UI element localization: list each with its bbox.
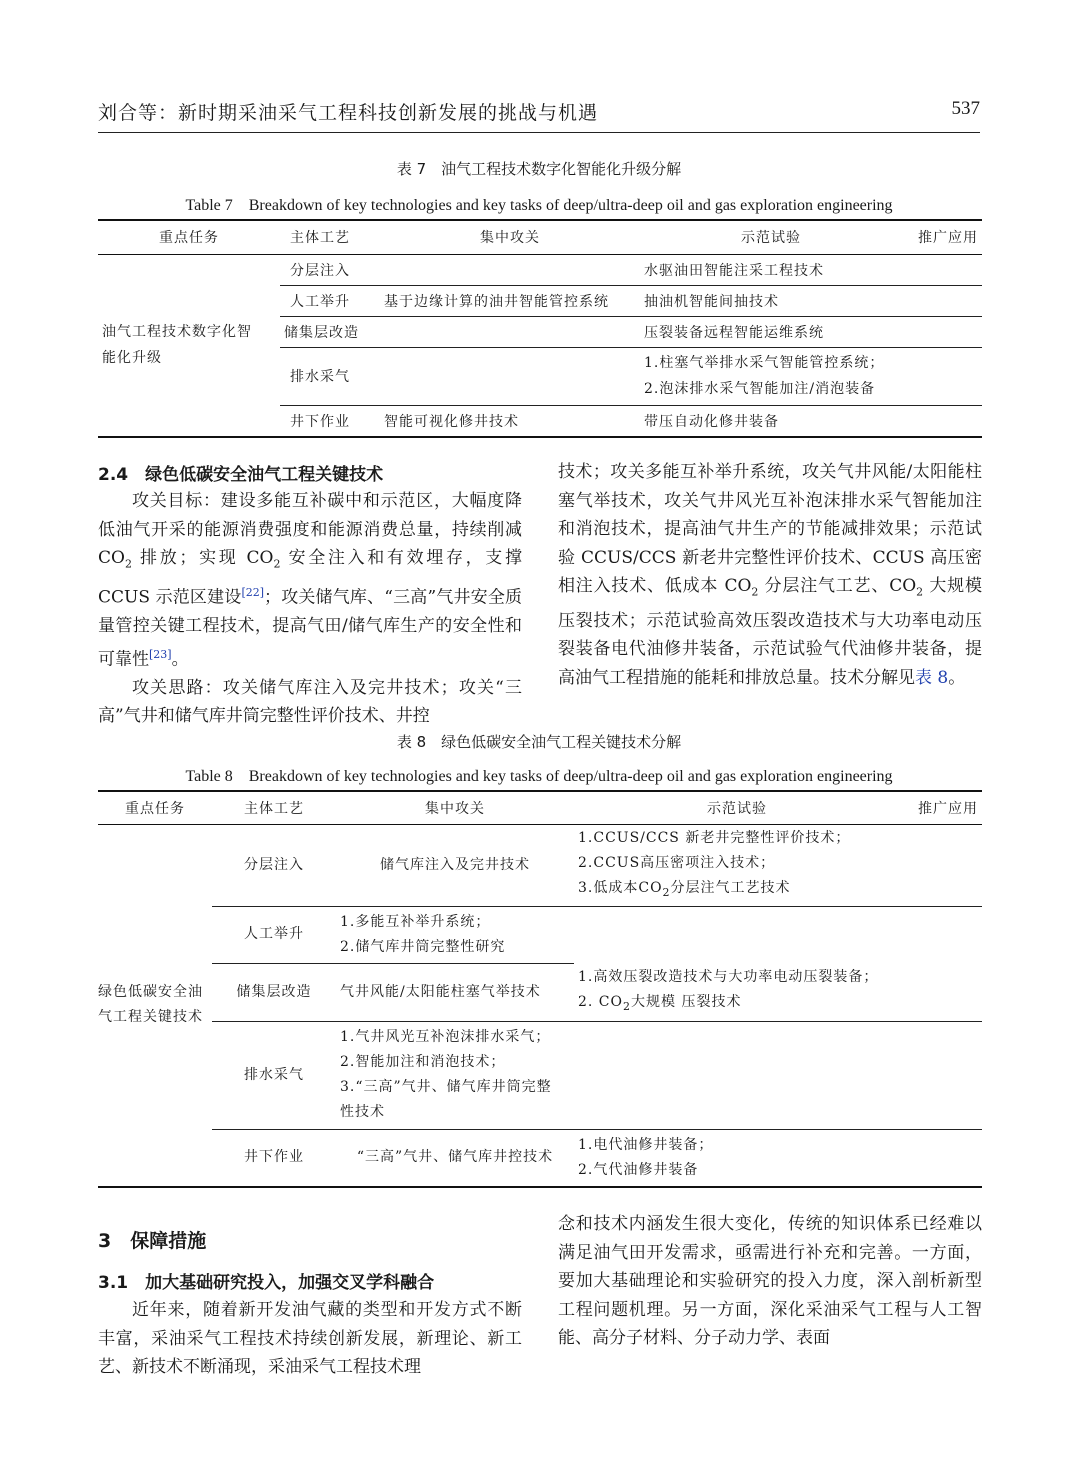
col-header-promotion: 推广应用 — [902, 220, 982, 254]
section-3-1-heading: 3.1 加大基础研究投入，加强交叉学科融合 — [98, 1273, 435, 1293]
table8-task-cell: 绿色低碳安全油气工程关键技术 — [98, 824, 212, 1187]
process-cell: 排水采气 — [280, 347, 380, 405]
demo-line: 2.泡沫排水采气智能加注/消泡装备 — [644, 381, 876, 397]
table8-caption-en: Table 8 Breakdown of key technologies and key tasks of deep/ultra-deep oil and gas exploration engineering — [185, 768, 893, 785]
demo-line: 2.CCUS高压密项注入技术； — [578, 854, 776, 871]
table-row — [98, 254, 982, 285]
table8-caption-cn: 表 8 绿色低碳安全油气工程关键技术分解 — [396, 733, 682, 751]
table-row — [98, 906, 982, 963]
section-3-1-left-column — [98, 1296, 522, 1382]
section-3-heading: 3 保障措施 — [98, 1230, 207, 1252]
col-header-process: 主体工艺 — [280, 220, 380, 254]
col-header-demo: 示范试验 — [640, 220, 902, 254]
focus-cell: 智能可视化修井技术 — [380, 405, 640, 437]
page-number: 537 — [951, 98, 980, 119]
demo-cell: 水驱油田智能注采工程技术 — [640, 254, 902, 285]
table-8-link[interactable]: 表 8 — [915, 667, 949, 688]
table7-caption-en: Table 7 Breakdown of key technologies and key tasks of deep/ultra-deep oil and gas exploration engineering — [185, 197, 893, 214]
table8-header-row — [98, 791, 982, 824]
process-cell: 分层注入 — [212, 824, 336, 906]
process-cell: 井下作业 — [212, 1129, 336, 1187]
focus-cell: 1.气井风光互补泡沫排水采气； 2.智能加注和消泡技术； 3.“三高”气井、储气库井筒完整 性技术 — [336, 1021, 574, 1129]
table7 — [98, 219, 982, 438]
demo-line: 3.低成本$CO_2$分层注气工艺技术 — [578, 879, 791, 899]
demo-line: 1.CCUS/CCS 新老井完整性评价技术； — [578, 829, 851, 846]
process-cell: 人工举升 — [212, 906, 336, 963]
col-header-promotion: 推广应用 — [900, 791, 982, 824]
table-row — [98, 824, 982, 906]
process-cell: 储集层改造 — [280, 316, 380, 347]
table-row — [98, 1129, 982, 1187]
demo-cell: 1.高效压裂改造技术与大功率电动压裂装备； 2. $CO_2$大规模 压裂技术 — [574, 963, 900, 1021]
table7-caption-cn: 表 7 油气工程技术数字化智能化升级分解 — [396, 160, 682, 178]
col-header-task: 重点任务 — [98, 791, 212, 824]
focus-cell: 储气库注入及完井技术 — [336, 824, 574, 906]
paragraph-approach: 攻关思路：攻关储气库注入及完井技术；攻关“三高”气井和储气库井筒完整性评价技术、井控 — [98, 677, 522, 727]
running-header — [98, 96, 980, 133]
demo-cell: 1.电代油修井装备； 2.气代油修井装备 — [574, 1129, 900, 1187]
process-cell: 人工举升 — [280, 285, 380, 316]
table7-task-cell: 油气工程技术数字化智能化升级 — [98, 254, 280, 437]
focus-cell: 1.多能互补举升系统； 2.储气库井筒完整性研究 — [336, 906, 574, 963]
section-2-4-heading: 2.4 绿色低碳安全油气工程关键技术 — [98, 465, 384, 485]
table7-header-row — [98, 220, 982, 254]
table8 — [98, 790, 982, 1188]
demo-cell: 压裂装备远程智能运维系统 — [640, 316, 902, 347]
col-header-demo: 示范试验 — [574, 791, 900, 824]
table-row — [98, 963, 982, 1021]
col-header-task: 重点任务 — [98, 220, 280, 254]
focus-cell: 基于边缘计算的油井智能管控系统 — [380, 285, 640, 316]
focus-cell: “三高”气井、储气库井控技术 — [336, 1129, 574, 1187]
demo-cell — [574, 824, 900, 906]
paragraph-foundation-continued: 念和技术内涵发生很大变化，传统的知识体系已经难以满足油气田开发需求，亟需进行补充和完善。一方面，要加大基础理论和实验研究的投入力度，深入剖析新型工程问题机理。另一方面，深化采油采气工程与人工智能、高分子材料、分子动力学、表面 — [558, 1214, 982, 1348]
process-cell: 井下作业 — [280, 405, 380, 437]
col-header-focus: 集中攻关 — [336, 791, 574, 824]
process-cell: 储集层改造 — [212, 963, 336, 1021]
demo-cell: 带压自动化修井装备 — [640, 405, 902, 437]
section-2-4-right-column — [558, 458, 982, 692]
demo-cell: 抽油机智能间抽技术 — [640, 285, 902, 316]
citation-22[interactable]: [22] — [241, 585, 265, 599]
paragraph-goal: 攻关目标：建设多能互补碳中和示范区，大幅度降低油气开采的能源消费强度和能源消费总量，持续削减 $CO_2$ 排放；实现 $CO_2$ 安全注入和有效埋存，支撑 CCUS 示范区建设[22]；攻关储气库、“三高”气井安全质量管控关键工程技术，提高气田/储气库生产的安全性和可靠性[23]。 — [98, 491, 522, 670]
paragraph-approach-continued: 技术；攻关多能互补举升系统，攻关气井风能/太阳能柱塞气举技术，攻关气井风光互补泡沫排水采气智能加注和消泡技术，提高油气井生产的节能减排效果；示范试验 CCUS/CCS 新老井完整性评价技术、CCUS 高压密相注入技术、低成本 $CO_2$ 分层注气工艺、$CO_2$ 大规模压裂技术；示范试验高效压裂改造技术与大功率电动压裂装备电代油修井装备，示范试验气代油修井装备，提高油气工程措施的能耗和排放总量。技术分解见表 8。 — [558, 462, 982, 688]
running-header-title: 刘合等：新时期采油采气工程科技创新发展的挑战与机遇 — [98, 102, 599, 124]
focus-cell: 气井风能/太阳能柱塞气举技术 — [336, 963, 574, 1021]
col-header-focus: 集中攻关 — [380, 220, 640, 254]
table-row — [98, 1021, 982, 1129]
col-header-process: 主体工艺 — [212, 791, 336, 824]
demo-cell — [640, 347, 902, 405]
section-2-4-left-column — [98, 487, 522, 731]
citation-23[interactable]: [23] — [149, 647, 172, 661]
process-cell: 分层注入 — [280, 254, 380, 285]
process-cell: 排水采气 — [212, 1021, 336, 1129]
paragraph-foundation: 近年来，随着新开发油气藏的类型和开发方式不断丰富，采油采气工程技术持续创新发展，新理论、新工艺、新技术不断涌现，采油采气工程技术理 — [98, 1300, 522, 1377]
section-3-1-right-column — [558, 1210, 982, 1353]
demo-line: 1.柱塞气举排水采气智能管控系统； — [644, 355, 885, 371]
